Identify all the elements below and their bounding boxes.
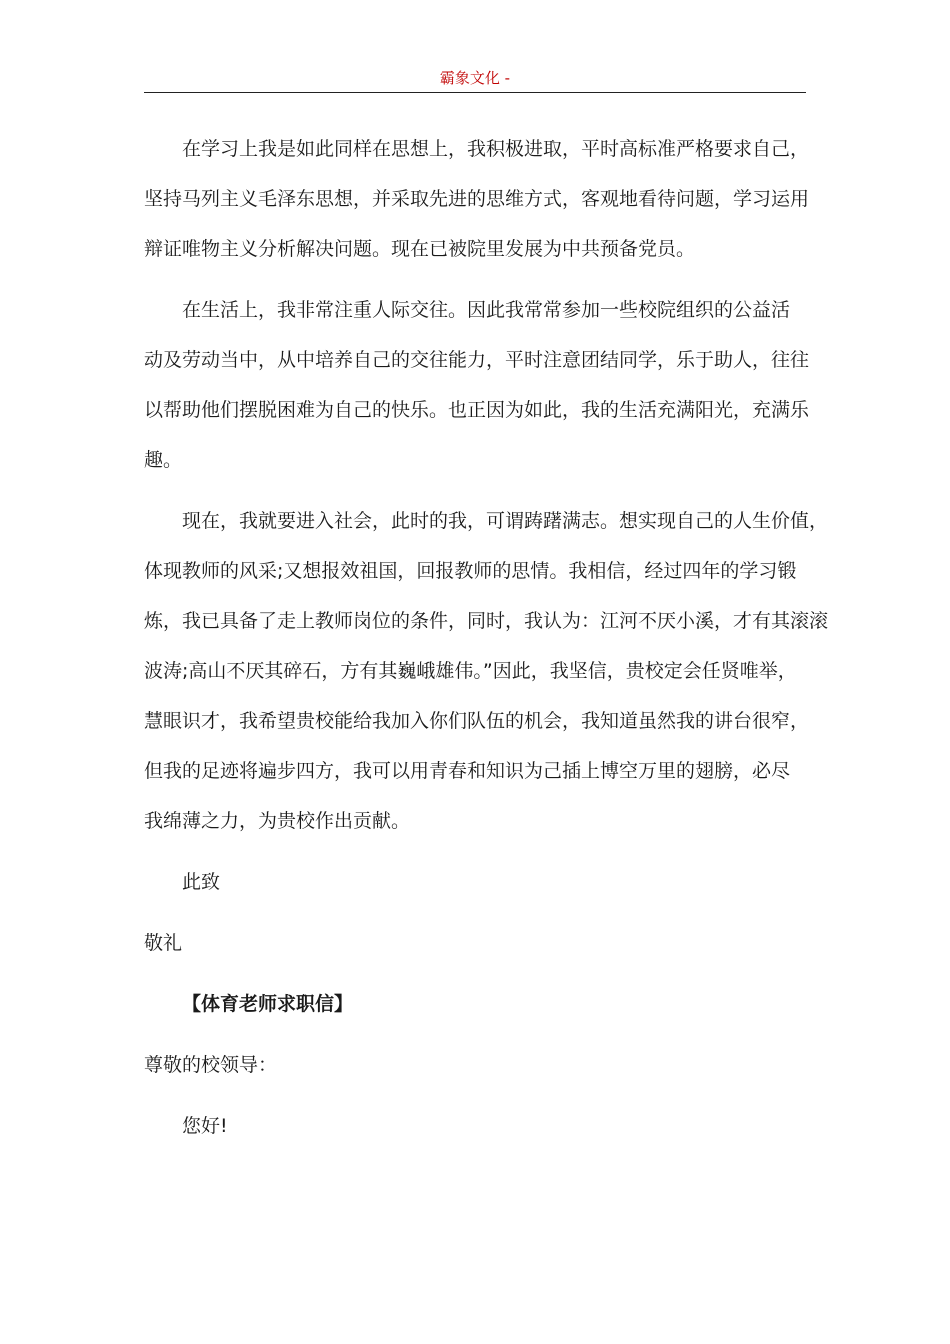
paragraph-line: 体现教师的风采;又想报效祖国，回报教师的思情。我相信，经过四年的学习锻 [144,560,797,582]
closing-jingli: 敬礼 [144,932,183,954]
salutation: 尊敬的校领导： [144,1054,278,1076]
paragraph-line: 以帮助他们摆脱困难为自己的快乐。也正因为如此，我的生活充满阳光，充满乐 [144,399,810,421]
paragraph-life [144,285,810,485]
document-body [144,124,829,1162]
header-title: 霸象文化 - [439,69,511,87]
paragraph-line: 辩证唯物主义分析解决问题。现在已被院里发展为中共预备党员。 [144,238,696,260]
paragraph-line: 动及劳动当中，从中培养自己的交往能力，平时注意团结同学，乐于助人，往往 [144,349,810,371]
greeting: 您好! [182,1115,228,1137]
paragraph-line: 坚持马列主义毛泽东思想，并采取先进的思维方式，客观地看待问题，学习运用 [144,188,810,210]
paragraph-line: 炼，我已具备了走上教师岗位的条件，同时，我认为：江河不厌小溪，才有其滚滚 [144,610,829,632]
paragraph-line: 在生活上，我非常注重人际交往。因此我常常参加一些校院组织的公益活 [182,299,791,321]
section-title: 【体育老师求职信】 [182,993,354,1015]
paragraph-line: 我绵薄之力，为贵校作出贡献。 [144,810,411,832]
page-header [144,66,806,93]
paragraph-line: 波涛;高山不厌其碎石，方有其巍峨雄伟。”因此，我坚信，贵校定会任贤唯举， [144,660,797,682]
paragraph-future [144,496,829,846]
paragraph-line: 趣。 [144,449,183,471]
paragraph-line: 慧眼识才，我希望贵校能给我加入你们队伍的机会，我知道虽然我的讲台很窄， [144,710,810,732]
closing-cizhi: 此致 [182,871,221,893]
paragraph-line: 现在，我就要进入社会，此时的我，可谓踌躇满志。想实现自己的人生价值， [182,510,829,532]
paragraph-line: 但我的足迹将遍步四方，我可以用青春和知识为己插上博空万里的翅膀，必尽 [144,760,791,782]
paragraph-line: 在学习上我是如此同样在思想上，我积极进取，平时高标准严格要求自己， [182,138,810,160]
paragraph-study [144,124,810,274]
